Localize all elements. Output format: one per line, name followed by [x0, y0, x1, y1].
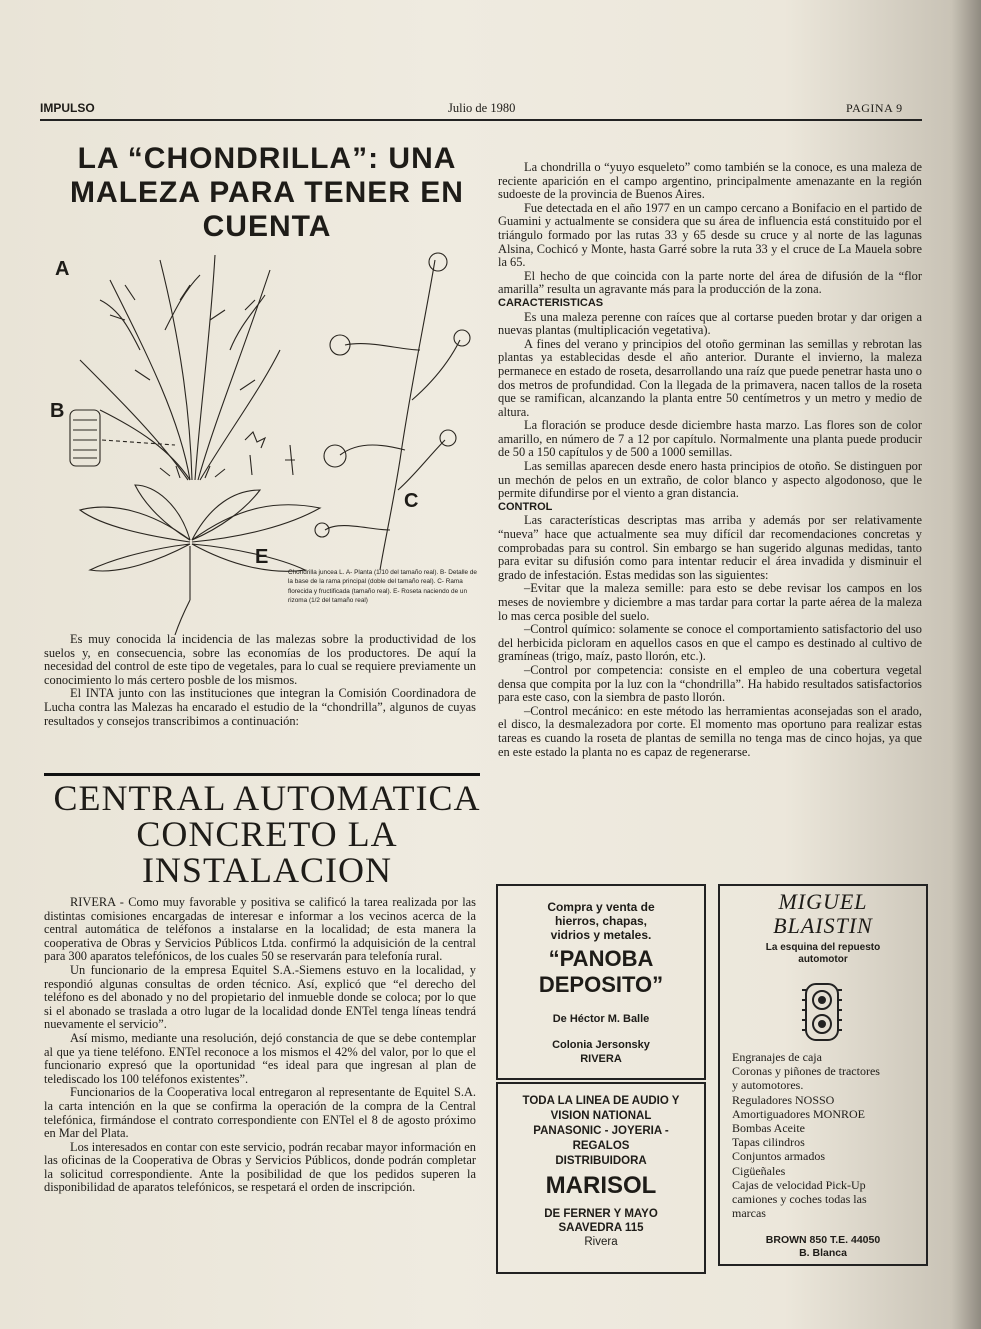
ad-line: REGALOS — [572, 1140, 630, 1152]
paragraph: Funcionarios de la Cooperativa local entregaron al representante de Equitel S.A. la carta intención en la que se confirma la operación de la compra de la Central telefónica, firmándose el contrato correspondiente con ENTel el 8 de agosto próximo en Mar del Plata. — [44, 1085, 476, 1141]
ad-town: B. Blanca — [799, 1247, 847, 1260]
ad-owner: De Héctor M. Balle — [552, 1013, 650, 1025]
ad-line: VISION NATIONAL — [550, 1110, 652, 1122]
paragraph: A fines del verano y principios del otoño germinan las semillas y rebrotan las plantas ya establecidas desde el año anterior. Durante el invierno, la maleza permanece en estado de roseta, desarrollando una raíz que puede penetrar hasta uno o dos metros de profundidad. Con la llegada de la primavera, nacen tallos de la roseta que se ramifican, alcanzando la planta entre 50 centímetros y un metro y medio de altura. — [498, 336, 922, 419]
newspaper-name: IMPULSO — [40, 101, 95, 115]
ad-address: BROWN 850 T.E. 44050 — [765, 1234, 881, 1247]
ad-line: Compra y venta de — [547, 900, 655, 914]
paragraph: Las semillas aparecen desde enero hasta principios de otoño. Se distinguen por un mechón de pelos en un extraño, de color blanco y aspecto algodonoso, que le permite difundirse por el viento a gran distancia. — [498, 459, 922, 501]
chondrilla-headline — [42, 142, 492, 244]
ad-address: RIVERA — [580, 1053, 622, 1065]
paragraph: Es muy conocida la incidencia de las malezas sobre la productividad de los suelos y, en consecuencia, sobre las economías de los productores. De aquí la necesidad del control de este tipo de vegetales, para lo cual se requiere previamente un conocimiento lo más certero posble de los mismos. — [44, 632, 476, 687]
ad-town: Rivera — [584, 1236, 618, 1248]
list-item: y automotores. — [732, 1078, 804, 1093]
figure-label-c: C — [404, 490, 419, 512]
paragraph: –Control químico: solamente se conoce el comportamiento satisfactorio del uso del herbicida picloram en aquellos casos en que el campo es destinado al cultivo de gramíneas (trigo, maíz, pasto llorón, etc.). — [498, 622, 922, 664]
headline-line: CONCRETO LA — [136, 814, 398, 854]
ad-line: hierros, chapas, — [554, 914, 648, 928]
list-item: Amortiguadores MONROE — [732, 1106, 865, 1121]
list-item: Conjuntos armados — [732, 1149, 825, 1164]
section-divider — [44, 773, 480, 776]
ad-brand-name: DEPOSITO” — [538, 972, 664, 997]
paragraph: Las características descriptas mas arriba y además por ser relativamente “nueva” hace que actualmente sea muy difícil dar recomendaciones concretas y comprobadas para su control. Sin embargo se han sugerido algunas medidas, tanto para evitar su difusión como para intentar reducir el área invadida y disminuir el grado de infestación. Estas medidas son las siguientes: — [498, 513, 922, 582]
paragraph: Los interesados en contar con este servicio, podrán recabar mayor información en las oficinas de la Cooperativa de Obras y Servicios Públicos, donde podrán completar la solicitud correspondiente. Ante la posibilidad de que los pedidos superen la disponibilidad de aparatos telefónicos, se respetará el orden de inscripción. — [44, 1139, 476, 1195]
ad-brand-name: “PANOBA — [548, 946, 654, 971]
paragraph: Así mismo, mediante una resolución, dejó constancia de que se debe contemplar al que ya tiene teléfono. ENTel reconoce a los mismos el 42% del valor, por lo que el funcionario expresó que la oportunidad “es ideal para que ingresan al plan de telediscado los 100 teléfonos existentes”. — [44, 1030, 476, 1086]
headline-line: MALEZA PARA TENER EN — [70, 176, 464, 209]
headline-line: CUENTA — [202, 210, 332, 243]
issue-date: Julio de 1980 — [448, 101, 516, 115]
list-item: Cigüeñales — [732, 1163, 786, 1178]
headline-line: CENTRAL AUTOMATICA — [53, 778, 481, 818]
page-number: PAGINA 9 — [846, 101, 903, 115]
paragraph: –Evitar que la maleza semille: para esto se debe revisar los campos en los meses de noviembre y diciembre a mas tardar para cortar la parte aérea de la maleza lo mas cerca posible del suelo. — [498, 581, 922, 623]
paragraph: Es una maleza perenne con raíces que al cortarse pueden brotar y dar origen a nuevas plantas (multiplicación vegetativa). — [498, 309, 922, 338]
ad-line: PANASONIC - JOYERIA - — [533, 1125, 669, 1137]
list-item: camiones y coches todas las — [732, 1192, 867, 1207]
figure-label-a: A — [55, 258, 70, 280]
ad-brand-name: MIGUEL — [778, 889, 868, 914]
ad-brand-name: BLAISTIN — [773, 913, 873, 938]
header-rule — [40, 119, 922, 121]
chondrilla-intro — [44, 633, 476, 728]
chondrilla-body — [498, 161, 922, 759]
ad-line: vidrios y metales. — [550, 928, 652, 942]
list-item: Cajas de velocidad Pick-Up — [732, 1177, 866, 1192]
central-automatica-body — [44, 896, 476, 1195]
ad-line: TODA LA LINEA DE AUDIO Y — [522, 1095, 680, 1107]
paragraph: El hecho de que coincida con la parte norte del área de difusión de la “flor amarilla” resulta un agravante más para la producción de la zona. — [498, 268, 922, 297]
headline-line: LA “CHONDRILLA”: UNA — [77, 142, 457, 175]
section-heading-caracteristicas: CARACTERISTICAS — [498, 296, 604, 309]
paragraph: La floración se produce desde diciembre hasta marzo. Las flores son de color amarillo, en número de 7 a 12 por capítulo. Normalmente una planta puede producir de 50 a 150 capítulos y de 500 a 1000 semillas. — [498, 418, 922, 460]
ad-address: SAAVEDRA 115 — [558, 1222, 644, 1234]
paragraph: –Control mecánico: en este método las herramientas aconsejadas son el arado, el disco, la desmalezadora por corte. El momento mas oportuno para realizar estas tareas es cuando la roseta de plantas de semilla no tenga mas de cinco hojas, ya que en este estado la planta no es capaz de regenerarse. — [498, 703, 922, 759]
section-heading-control: CONTROL — [498, 500, 553, 513]
paragraph: Fue detectada en el año 1977 en un campo cercano a Bonifacio en el partido de Guamini y actualmente se considera que su área de influencia está constituido por el triángulo formado por las rutas 33 y 65 desde su cruce y al norte de las lagunas Alsina, Cochicó y Monte, hasta Garré sobre la ruta 33 y el cruce de La Mauela sobre la 65. — [498, 200, 922, 270]
figure-caption: Chondrilla juncea L. A- Planta (1/10 del tamaño real). B- Detalle de la base de la rama principal (doble del tamaño real). C- Rama florecida y fructificada (tamaño real). E- Roseta naciendo de un rizoma (1/2 del tamaño real) — [288, 569, 477, 605]
ad-address: Colonia Jersonsky — [552, 1039, 650, 1051]
figure-label-b: B — [50, 400, 65, 422]
central-automatica-headline — [42, 780, 492, 888]
paragraph: La chondrilla o “yuyo esqueleto” como también se la conoce, es una maleza de reciente aparición en el campo argentino, principalmente amenazante en la región sudoeste de la provincia de Buenos Aires. — [498, 160, 922, 202]
parts-list — [720, 1050, 926, 1220]
paragraph: RIVERA - Como muy favorable y positiva se calificó la tarea realizada por las distintas comisiones encargadas de interesar e informar a los vecinos acerca de la central automática de teléfonos a instalarse en la localidad; de esta manera la cooperativa de Obras y Servicios Públicos Ltda. confirmó la adquisición de la central para 300 aparatos telefónicos, de los cuales 50 se reservarán para telefonía rural. — [44, 895, 476, 964]
paragraph: –Control por competencia: consiste en el empleo de una cobertura vegetal densa que compita por la luz con la “chondrilla”. Ha habido resultados satisfactorios para este caso, con la siembra de pasto llorón. — [498, 662, 922, 705]
ad-tagline: La esquina del repuesto — [765, 942, 881, 953]
list-item: Engranajes de caja — [732, 1050, 822, 1064]
paragraph: El INTA junto con las instituciones que integran la Comisión Coordinadora de Lucha contra las Malezas ha encarado el estudio de la “chondrilla”, algunos de cuyas resultados y consejos transcribimos a continuación: — [44, 686, 476, 728]
ad-brand-name: MARISOL — [545, 1172, 657, 1199]
ad-miguel-blaistin — [718, 884, 928, 1266]
list-item: Reguladores NOSSO — [732, 1092, 835, 1107]
headline-line: INSTALACION — [141, 850, 393, 890]
ad-line: DISTRIBUIDORA — [555, 1155, 647, 1167]
list-item: Tapas cilindros — [732, 1135, 805, 1150]
ad-tagline: automotor — [798, 954, 848, 965]
figure-label-e: E — [255, 546, 269, 568]
list-item: marcas — [732, 1206, 766, 1221]
ad-address: DE FERNER Y MAYO — [544, 1208, 658, 1220]
list-item: Coronas y piñones de tractores — [732, 1064, 880, 1079]
paragraph: Un funcionario de la empresa Equitel S.A.-Siemens estuvo en la localidad, y respondió algunas consultas de orden técnico. Así, explicó que “el derecho del teléfono es del abonado y no del propietario del inmueble donde se coloca; por lo que si el abonado se traslada a otro lugar de la localidad donde ENTel tenga líneas tendrá nuevamente el servicio”. — [44, 962, 476, 1032]
list-item: Bombas Aceite — [732, 1121, 805, 1136]
ad-marisol — [496, 1082, 706, 1274]
ad-panoba-deposito — [496, 884, 706, 1080]
gear-icon — [720, 966, 926, 1050]
